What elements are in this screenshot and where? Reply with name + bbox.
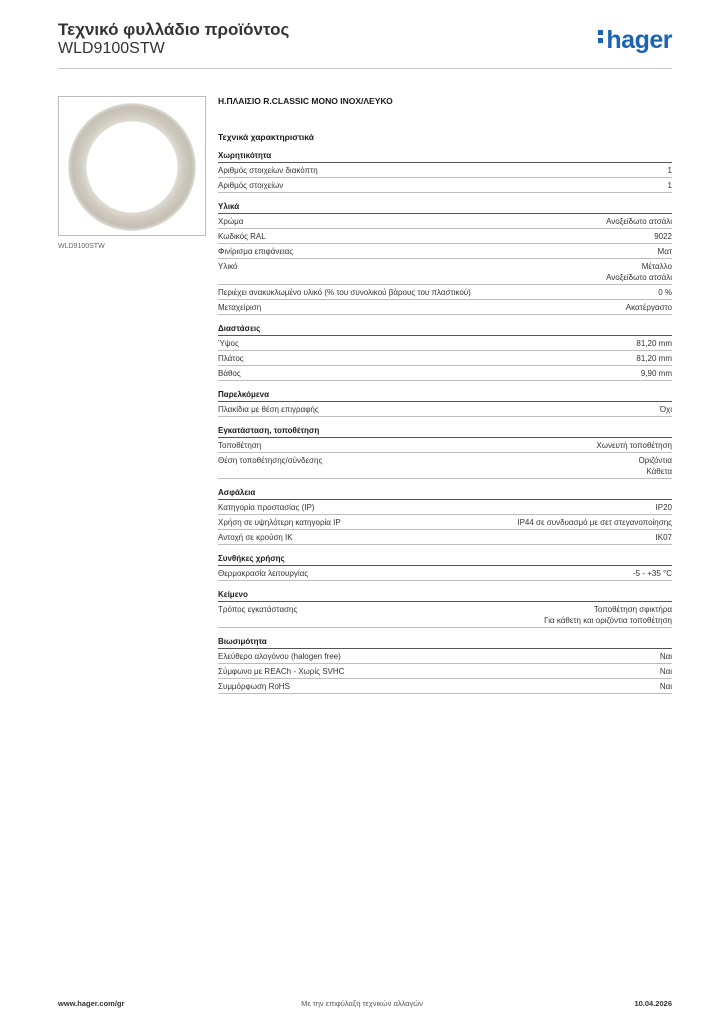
spec-row — [218, 515, 672, 530]
product-code: WLD9100STW — [58, 40, 165, 57]
spec-section — [218, 590, 672, 628]
spec-label: Κατηγορία προστασίας (IP) — [218, 503, 315, 512]
spec-value: Ναι — [659, 652, 672, 661]
spec-row — [218, 602, 672, 628]
logo-text: hager — [606, 26, 672, 54]
spec-value: Ναι — [659, 667, 672, 676]
spec-row — [218, 285, 672, 300]
spec-value: 81,20 mm — [636, 354, 672, 363]
footer-date: 10.04.2026 — [634, 999, 672, 1008]
spec-row — [218, 366, 672, 381]
section-title: Παρελκόμενα — [218, 390, 672, 402]
spec-row — [218, 530, 672, 545]
product-name: Η.ΠΛΑΙΣΙΟ R.CLASSIC ΜΟΝΟ INOX/ΛΕΥΚΟ — [218, 96, 393, 106]
spec-label: Θέση τοποθέτησης/σύνδεσης — [218, 456, 323, 465]
spec-row — [218, 664, 672, 679]
spec-row — [218, 402, 672, 417]
spec-label: Φινίρισμα επιφάνειας — [218, 247, 294, 256]
spec-value: 9,90 mm — [640, 369, 672, 378]
spec-value: Ναι — [659, 682, 672, 691]
spec-label: Τοποθέτηση — [218, 441, 262, 450]
spec-value: Ακατέργαστο — [625, 303, 672, 312]
spec-label: Βάθος — [218, 369, 241, 378]
spec-label: Κωδικός RAL — [218, 232, 266, 241]
spec-row — [218, 229, 672, 244]
product-image-caption: WLD9100STW — [58, 243, 105, 250]
spec-row — [218, 500, 672, 515]
spec-section — [218, 554, 672, 581]
spec-value: Οριζόντια Κάθετα — [638, 456, 672, 476]
product-image — [58, 96, 206, 236]
spec-label: Χρήση σε υψηλότερη κατηγορία IP — [218, 518, 341, 527]
spec-row — [218, 679, 672, 694]
section-title: Χωρητικότητα — [218, 151, 672, 163]
spec-value: IK07 — [655, 533, 672, 542]
document-title: Τεχνικό φυλλάδιο προϊόντος — [58, 20, 290, 39]
spec-row — [218, 214, 672, 229]
spec-label: Ελεύθερο αλογόνου (halogen free) — [218, 652, 341, 661]
spec-label: Αντοχή σε κρούση IK — [218, 533, 293, 542]
spec-row — [218, 259, 672, 285]
section-title: Υλικά — [218, 202, 672, 214]
section-title: Διαστάσεις — [218, 324, 672, 336]
spec-row — [218, 336, 672, 351]
spec-row — [218, 453, 672, 479]
spec-value: 81,20 mm — [636, 339, 672, 348]
spec-label: Περιέχει ανακυκλωμένο υλικό (% του συνολικού βάρους του πλαστικού) — [218, 288, 471, 297]
spec-value: Ματ — [657, 247, 672, 256]
spec-label: Θερμοκρασία λειτουργίας — [218, 569, 309, 578]
spec-value: 1 — [667, 181, 672, 190]
spec-label: Μεταχείριση — [218, 303, 262, 312]
spec-row — [218, 566, 672, 581]
footer-note: Με την επιφύλαξη τεχνικών αλλαγών — [301, 999, 423, 1008]
spec-row — [218, 244, 672, 259]
logo-colon-icon — [598, 27, 604, 46]
spec-label: Χρώμα — [218, 217, 244, 226]
spec-value: Ανοξείδωτο ατσάλι — [606, 217, 672, 226]
spec-label: Τρόπος εγκατάστασης — [218, 605, 298, 614]
spec-label: Ύψος — [218, 339, 239, 348]
section-title: Συνθήκες χρήσης — [218, 554, 672, 566]
spec-value: 1 — [667, 166, 672, 175]
spec-section — [218, 390, 672, 417]
spec-label: Υλικό — [218, 262, 238, 271]
spec-content — [218, 96, 672, 703]
spec-value: 0 % — [658, 288, 672, 297]
spec-value: Χωνευτή τοποθέτηση — [596, 441, 672, 450]
spec-label: Σύμφωνο με REACh - Χωρίς SVHC — [218, 667, 345, 676]
spec-section — [218, 324, 672, 381]
spec-section — [218, 202, 672, 315]
spec-section — [218, 488, 672, 545]
spec-row — [218, 178, 672, 193]
spec-section — [218, 151, 672, 193]
section-title: Εγκατάσταση, τοποθέτηση — [218, 426, 672, 438]
spec-value: IP44 σε συνδυασμό με σετ στεγανοποίησης — [517, 518, 672, 527]
spec-label: Αριθμός στοιχείων — [218, 181, 284, 190]
spec-row — [218, 163, 672, 178]
spec-value: IP20 — [655, 503, 672, 512]
spec-value: Όχι — [659, 405, 672, 414]
section-title: Ασφάλεια — [218, 488, 672, 500]
spec-label: Πλακίδια με θέση επιγραφής — [218, 405, 319, 414]
spec-value: -5 - +35 °C — [633, 569, 672, 578]
footer-url[interactable]: www.hager.com/gr — [58, 999, 125, 1008]
spec-label: Πλάτος — [218, 354, 244, 363]
spec-row — [218, 300, 672, 315]
hager-logo — [598, 26, 672, 55]
spec-section — [218, 426, 672, 479]
section-title: Κείμενο — [218, 590, 672, 602]
spec-label: Συμμόρφωση RoHS — [218, 682, 290, 691]
spec-label: Αριθμός στοιχείων διακόπτη — [218, 166, 318, 175]
spec-row — [218, 351, 672, 366]
frame-ring-image — [68, 103, 196, 231]
spec-value: 9022 — [654, 232, 672, 241]
spec-section — [218, 637, 672, 694]
spec-value: Μέταλλο Ανοξείδωτο ατσάλι — [606, 262, 672, 282]
spec-sections — [218, 151, 672, 694]
spec-row — [218, 649, 672, 664]
header-divider — [58, 68, 672, 69]
spec-value: Τοποθέτηση σφικτήρα Για κάθετη και οριζόντια τοποθέτηση — [544, 605, 672, 625]
spec-heading: Τεχνικά χαρακτηριστικά — [218, 132, 314, 142]
section-title: Βιωσιμότητα — [218, 637, 672, 649]
spec-row — [218, 438, 672, 453]
